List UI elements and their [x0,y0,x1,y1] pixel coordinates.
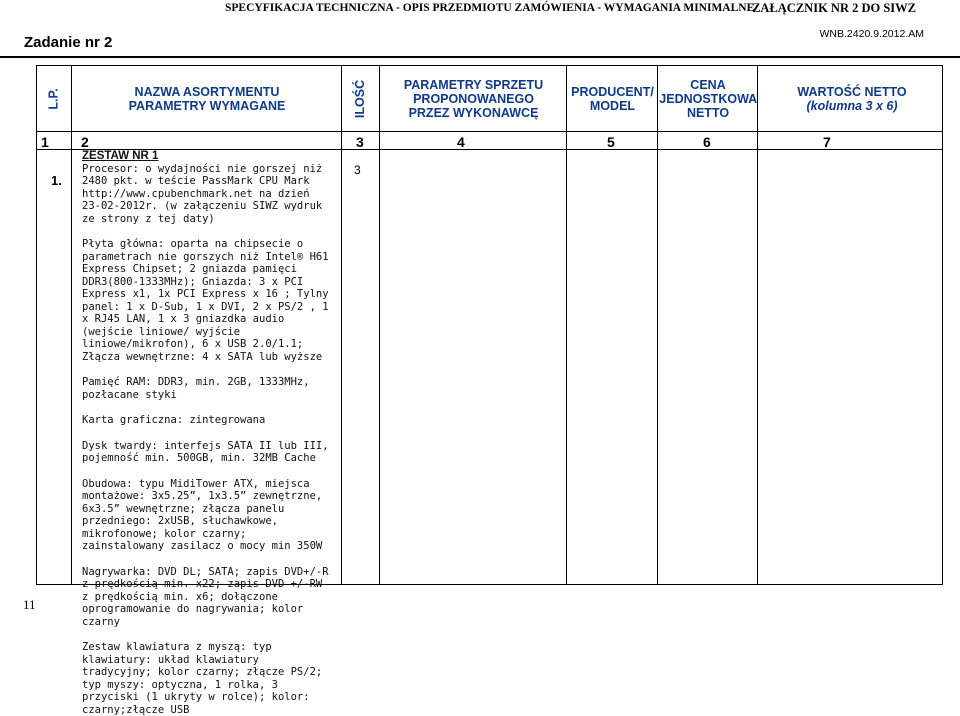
column-number: 3 [356,134,364,150]
header-title: SPECYFIKACJA TECHNICZNA - OPIS PRZEDMIOTU ZAMÓWIENIA - WYMAGANIA MINIMALNE [225,2,755,14]
header-rule [0,56,960,58]
spec-keyboard-mouse: Zestaw klawiatura z myszą: typ klawiatury: układ klawiatury tradycyjny; kolor czarny; złącze PS/2; typ myszy: optyczna, 1 rolka, 3 przyciski (1 ukryty w rolce); kolor: czarny;złącze USB [82,641,329,716]
spec-ram: Pamięć RAM: DDR3, min. 2GB, 1333MHz, pozłacane styki [82,376,316,401]
header-lp-text: L.P. [47,87,61,110]
document-title: Zadanie nr 2 [24,34,113,51]
header-producer-text: PRODUCENT/ MODEL [571,84,654,113]
spec-case: Obudowa: typu MidiTower ATX, miejsca montażowe: 3x5.25”, 1x3.5” zewnętrzne, 6x3.5” wewnętrzne; złącza panelu przedniego: 2xUSB, słuchawkowe, mikrofonowe; kolor czarny; zainstalowany zasilacz o mocy min 350W [82,477,329,552]
col-divider [566,66,567,584]
col-divider [657,66,658,584]
header-price [659,66,758,131]
header-value-note: (kolumna 3 x 6) [806,98,898,113]
header-name-text: NAZWA ASORTYMENTU PARAMETRY WYMAGANE [128,84,286,113]
header-params-text: PARAMETRY SPRZETU PROPONOWANEGO PRZEZ WYKONAWCĘ [403,77,544,120]
col-divider [757,66,758,584]
header-value [762,66,942,131]
header-lp [37,66,71,131]
header-qty-text: ILOŚĆ [353,79,368,118]
column-number: 4 [457,134,465,150]
column-number: 7 [823,134,831,150]
header-qty [341,66,379,131]
spec-graphics: Karta graficzna: zintegrowana [82,414,266,426]
spec-motherboard: Płyta główna: oparta na chipsecie o parametrach nie gorszych niż Intel® H61 Express Chipset; 2 gniazda pamięci DDR3(800-1333MHz); Gniazda: 3 x PCI Express x1, 1x PCI Express x 16 ; Tylny panel: 1 x D-Sub, 1 x DVI, 2 x PS/2 , 1 x RJ45 LAN, 1 x 3 gniazdka audio (wejście liniowe/ wyjście liniowe/mikrofon), 6 x USB 2.0/1.1; Złącza wewnętrzne: 4 x SATA lub wyższe [82,238,335,363]
header-name [107,66,307,131]
col-divider [71,66,72,584]
column-number: 6 [703,134,711,150]
spec-table [36,65,943,716]
page-number: 11 [23,597,36,612]
spec-processor: Procesor: o wydajności nie gorszej niż 2480 pkt. w teście PassMark CPU Mark http://www.cpubenchmark.net na dzień 23-02-2012r. (w załączeniu SIWZ wydruk ze strony z tej daty) [82,162,329,225]
reference-number: WNB.2420.9.2012.AM [819,28,924,40]
row-number: 1. [51,173,62,188]
spec-hdd: Dysk twardy: interfejs SATA II lub III, pojemność min. 500GB, min. 32MB Cache [82,439,335,464]
set-title: ZESTAW NR 1 [82,150,159,162]
header-value-text: WARTOŚĆ NETTO [797,84,907,99]
column-number: 2 [81,134,89,150]
column-number: 1 [41,134,49,150]
row-quantity: 3 [354,163,361,177]
column-number: 5 [607,134,615,150]
row-specification [82,150,335,716]
row-divider [37,131,942,132]
header-producer [570,66,655,131]
header-params [391,66,556,131]
attachment-label: ZAŁĄCZNIK NR 2 DO SIWZ [752,1,916,15]
header-price-text: CENA JEDNOSTKOWA NETTO [659,77,758,120]
spec-dvd: Nagrywarka: DVD DL; SATA; zapis DVD+/-R z prędkością min. x22; zapis DVD +/-RW z prędkością min. x6; dołączone oprogramowanie do nagrywania; kolor czarny [82,565,335,628]
col-divider [379,66,380,584]
col-divider [341,66,342,584]
